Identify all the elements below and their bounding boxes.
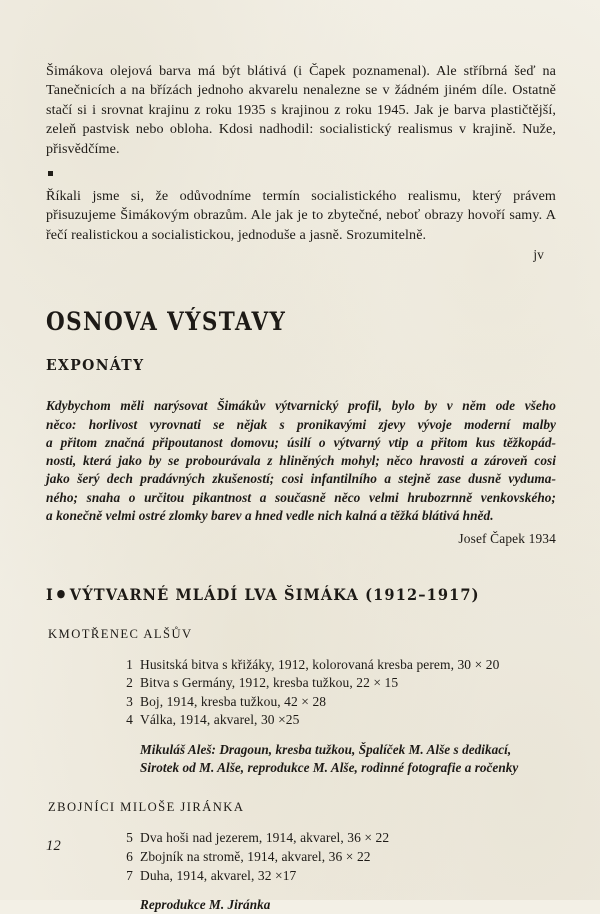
catalog-entry — [118, 711, 556, 730]
catalog-entry — [118, 867, 556, 886]
entry-text: Husitská bitva s křižáky, 1912, kolorovaná kresba perem, 30 × 20 — [140, 656, 500, 672]
catalog-entry — [118, 656, 556, 675]
section-title: VÝTVARNÉ MLÁDÍ LVA ŠIMÁKA — [69, 584, 359, 604]
entry-text: Duha, 1914, akvarel, 32 ×17 — [140, 867, 297, 883]
catalog-note-jiranek — [46, 896, 556, 914]
catalog-list-zbojnici-milose-jiranka — [46, 829, 556, 885]
entry-number: 4 — [126, 712, 133, 728]
note-line: Mikuláš Aleš: Dragoun, kresba tužkou, Špalíček M. Alše s dedikací, — [140, 742, 512, 757]
subsection-title-exponaty: EXPONÁTY — [46, 356, 145, 375]
quote-line: a přitom značná připoutanost domovu; úsilí o výtvarný vtip a přitom kus těžkopád- — [46, 434, 556, 450]
entry-number: 1 — [126, 656, 133, 672]
intro-paragraph-2: Říkali jsme si, že odůvodníme termín socialistického realismu, který právem přisuzujeme Šimákovým obrazům. Ale jak je to zbytečné, neboť obrazy hovoří samy. A řečí realistickou a socialistickou, jednoduše a jasně. Srozumitelně. — [46, 188, 556, 243]
catalog-list-kmotrenec-alsuv — [46, 656, 556, 730]
entry-text: Válka, 1914, akvarel, 30 ×25 — [140, 712, 300, 728]
catalog-entry — [118, 674, 556, 693]
author-initials: jv — [533, 247, 544, 263]
page-title: OSNOVA VÝSTAVY — [46, 307, 287, 337]
square-bullet-divider-icon — [48, 171, 53, 176]
entry-number: 3 — [126, 693, 133, 709]
quote-line: jako šerý dech pradávných zkušeností; cosi infantilního a stejně zase dusně vyduma- — [46, 471, 556, 487]
pull-quote — [46, 397, 556, 548]
quote-line: něco: horlivost vyrovnati se nějak s pronikavými zjevy vývoje moderní malby — [46, 416, 556, 432]
entry-text: Dva hoši nad jezerem, 1914, akvarel, 36 × 22 — [140, 830, 390, 846]
section-years: (1912–1917) — [365, 584, 480, 604]
section-heading-i — [46, 585, 505, 604]
entry-text: Boj, 1914, kresba tužkou, 42 × 28 — [140, 693, 327, 709]
entry-text: Bitva s Germány, 1912, kresba tužkou, 22 × 15 — [140, 675, 399, 691]
entry-number: 5 — [126, 830, 133, 846]
note-line: Reprodukce M. Jiránka — [140, 897, 271, 913]
entry-text: Zbojník na stromě, 1914, akvarel, 36 × 22 — [140, 849, 371, 864]
quote-line: nosti, která jako by se probourávala z hliněných mohyl; něco hravosti a zároveň cosi — [46, 453, 556, 469]
quote-line: ného; snaha o určitou pikantnost a současně něco velmi hrubozrnně venkovského; — [46, 489, 556, 505]
entry-number: 6 — [126, 849, 133, 864]
quote-line: Kdybychom měli narýsovat Šimákův výtvarnický profil, bylo by v něm ode všeho — [46, 398, 556, 414]
bullet-separator-icon: ● — [56, 587, 66, 601]
page-number: 12 — [46, 838, 62, 854]
entry-number: 2 — [126, 675, 133, 691]
intro-paragraph-1: Šimákova olejová barva má být blátivá (i Čapek poznamenal). Ale stříbrná šeď na Tanečnicích a na břízách jednoho akvarelu nenalezne se v žádném jiném díle. Ostatně stačí si i srovnat krajinu z roku 1935 s krajinou z roku 1945. Jak je barva plastičtější, zeleň pastvisk nebo obloha. Kdosi nadhodil: socialistický realismus v krajině. Nuže, přisvědčíme. — [46, 63, 556, 157]
note-line: Sirotek od M. Alše, reprodukce M. Alše, rodinné fotografie a ročenky — [140, 760, 519, 776]
quote-attribution: Josef Čapek 1934 — [458, 531, 556, 547]
quote-line: a konečně velmi ostré zlomky barev a hned vedle nich kalná a těžká blátivá hněd. — [46, 508, 494, 524]
catalog-entry — [118, 848, 556, 867]
catalog-entry — [118, 829, 556, 848]
section-numeral: I — [46, 584, 54, 604]
catalog-entry — [118, 693, 556, 712]
entry-number: 7 — [126, 867, 133, 883]
catalog-note-ales — [46, 741, 556, 777]
group-heading-zbojnici-milose-jiranka: ZBOJNÍCI MILOŠE JIRÁNKA — [48, 800, 245, 815]
group-heading-kmotrenec-alsuv: KMOTŘENEC ALŠŮV — [48, 626, 193, 641]
